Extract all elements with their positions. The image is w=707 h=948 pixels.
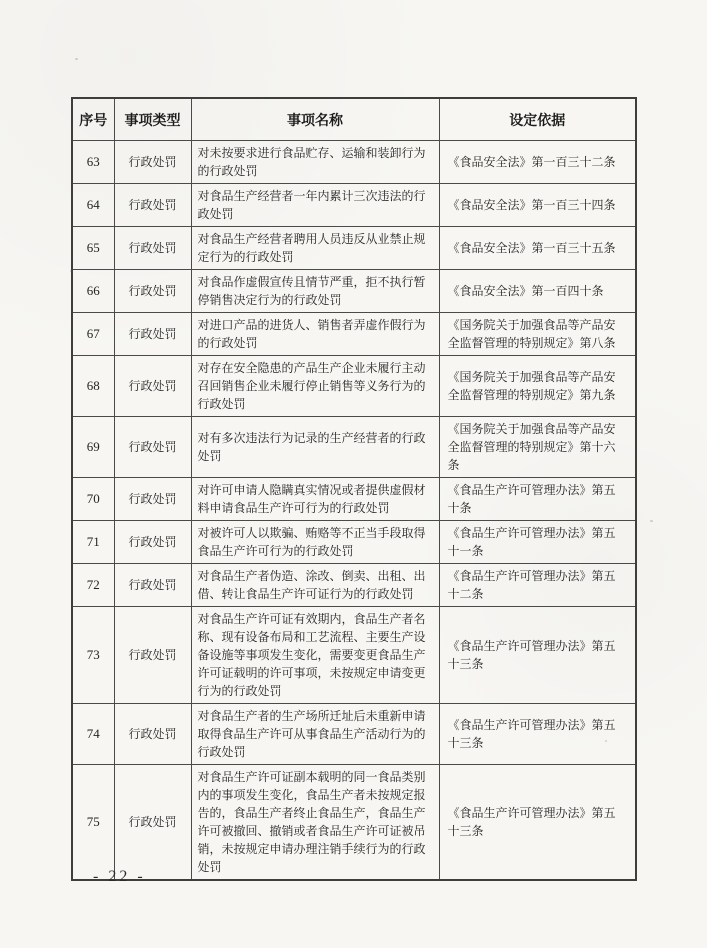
table-row (72, 184, 636, 227)
item-type-cell: 行政处罚 (114, 184, 191, 227)
page-number: - 22 - (93, 868, 146, 885)
legal-basis-cell: 《国务院关于加强食品等产品安全监督管理的特别规定》第十六条 (439, 417, 636, 478)
item-name-cell: 对被许可人以欺骗、贿赂等不正当手段取得食品生产许可行为的行政处罚 (191, 521, 439, 564)
row-number-cell: 72 (72, 564, 114, 607)
row-number-cell: 69 (72, 417, 114, 478)
scan-speck (650, 520, 653, 522)
row-number-cell: 66 (72, 270, 114, 313)
legal-basis-cell: 《食品生产许可管理办法》第五十一条 (439, 521, 636, 564)
item-type-cell: 行政处罚 (114, 356, 191, 417)
item-type-cell: 行政处罚 (114, 141, 191, 184)
row-number-cell: 68 (72, 356, 114, 417)
item-type-cell: 行政处罚 (114, 227, 191, 270)
legal-basis-cell: 《食品生产许可管理办法》第五十三条 (439, 704, 636, 765)
legal-basis-cell: 《食品生产许可管理办法》第五十三条 (439, 765, 636, 881)
item-name-cell: 对食品作虚假宣传且情节严重，拒不执行暂停销售决定行为的行政处罚 (191, 270, 439, 313)
item-name-cell: 对进口产品的进货人、销售者弄虚作假行为的行政处罚 (191, 313, 439, 356)
row-number-cell: 70 (72, 478, 114, 521)
scan-speck (605, 740, 607, 742)
item-name-cell: 对食品生产许可证副本载明的同一食品类别内的事项发生变化，食品生产者未按规定报告的，食品生产者终止食品生产，食品生产许可被撤回、撤销或者食品生产许可证被吊销，未按规定申请办理注销手续行为的行政处罚 (191, 765, 439, 881)
row-number-cell: 73 (72, 607, 114, 704)
item-type-cell: 行政处罚 (114, 478, 191, 521)
legal-basis-cell: 《国务院关于加强食品等产品安全监督管理的特别规定》第九条 (439, 356, 636, 417)
table-row (72, 521, 636, 564)
row-number-cell: 63 (72, 141, 114, 184)
legal-basis-cell: 《食品安全法》第一百三十二条 (439, 141, 636, 184)
table-row (72, 270, 636, 313)
item-type-cell: 行政处罚 (114, 765, 191, 881)
column-header-item-name: 事项名称 (191, 98, 439, 141)
legal-basis-cell: 《食品生产许可管理办法》第五十条 (439, 478, 636, 521)
item-name-cell: 对许可申请人隐瞒真实情况或者提供虚假材料申请食品生产许可行为的行政处罚 (191, 478, 439, 521)
column-header-legal-basis: 设定依据 (439, 98, 636, 141)
item-name-cell: 对食品生产经营者聘用人员违反从业禁止规定行为的行政处罚 (191, 227, 439, 270)
table-row (72, 765, 636, 881)
table-row (72, 478, 636, 521)
row-number-cell: 67 (72, 313, 114, 356)
item-type-cell: 行政处罚 (114, 704, 191, 765)
row-number-cell: 75 (72, 765, 114, 881)
row-number-cell: 65 (72, 227, 114, 270)
table-row (72, 313, 636, 356)
scan-speck (75, 58, 78, 60)
legal-basis-cell: 《食品生产许可管理办法》第五十三条 (439, 607, 636, 704)
item-type-cell: 行政处罚 (114, 270, 191, 313)
item-name-cell: 对食品生产者伪造、涂改、倒卖、出租、出借、转让食品生产许可证行为的行政处罚 (191, 564, 439, 607)
item-type-cell: 行政处罚 (114, 417, 191, 478)
item-name-cell: 对食品生产许可证有效期内，食品生产者名称、现有设备布局和工艺流程、主要生产设备设施等事项发生变化，需要变更食品生产许可证载明的许可事项，未按规定申请变更行为的行政处罚 (191, 607, 439, 704)
table-row (72, 417, 636, 478)
legal-basis-cell: 《食品安全法》第一百三十四条 (439, 184, 636, 227)
table-row (72, 356, 636, 417)
legal-basis-cell: 《食品生产许可管理办法》第五十二条 (439, 564, 636, 607)
table-header-row (72, 98, 636, 141)
row-number-cell: 74 (72, 704, 114, 765)
item-name-cell: 对食品生产经营者一年内累计三次违法的行政处罚 (191, 184, 439, 227)
item-type-cell: 行政处罚 (114, 564, 191, 607)
item-name-cell: 对未按要求进行食品贮存、运输和装卸行为的行政处罚 (191, 141, 439, 184)
legal-basis-cell: 《食品安全法》第一百三十五条 (439, 227, 636, 270)
table-row (72, 607, 636, 704)
legal-basis-cell: 《国务院关于加强食品等产品安全监督管理的特别规定》第八条 (439, 313, 636, 356)
item-name-cell: 对存在安全隐患的产品生产企业未履行主动召回销售企业未履行停止销售等义务行为的行政处罚 (191, 356, 439, 417)
item-name-cell: 对食品生产者的生产场所迁址后未重新申请取得食品生产许可从事食品生产活动行为的行政处罚 (191, 704, 439, 765)
items-table (71, 97, 637, 881)
table-row (72, 141, 636, 184)
column-header-item-type: 事项类型 (114, 98, 191, 141)
table-row (72, 227, 636, 270)
scan-speck (70, 270, 72, 272)
table-row (72, 704, 636, 765)
item-type-cell: 行政处罚 (114, 607, 191, 704)
row-number-cell: 71 (72, 521, 114, 564)
column-header-number: 序号 (72, 98, 114, 141)
item-name-cell: 对有多次违法行为记录的生产经营者的行政处罚 (191, 417, 439, 478)
row-number-cell: 64 (72, 184, 114, 227)
legal-basis-cell: 《食品安全法》第一百四十条 (439, 270, 636, 313)
table-row (72, 564, 636, 607)
item-type-cell: 行政处罚 (114, 521, 191, 564)
item-type-cell: 行政处罚 (114, 313, 191, 356)
